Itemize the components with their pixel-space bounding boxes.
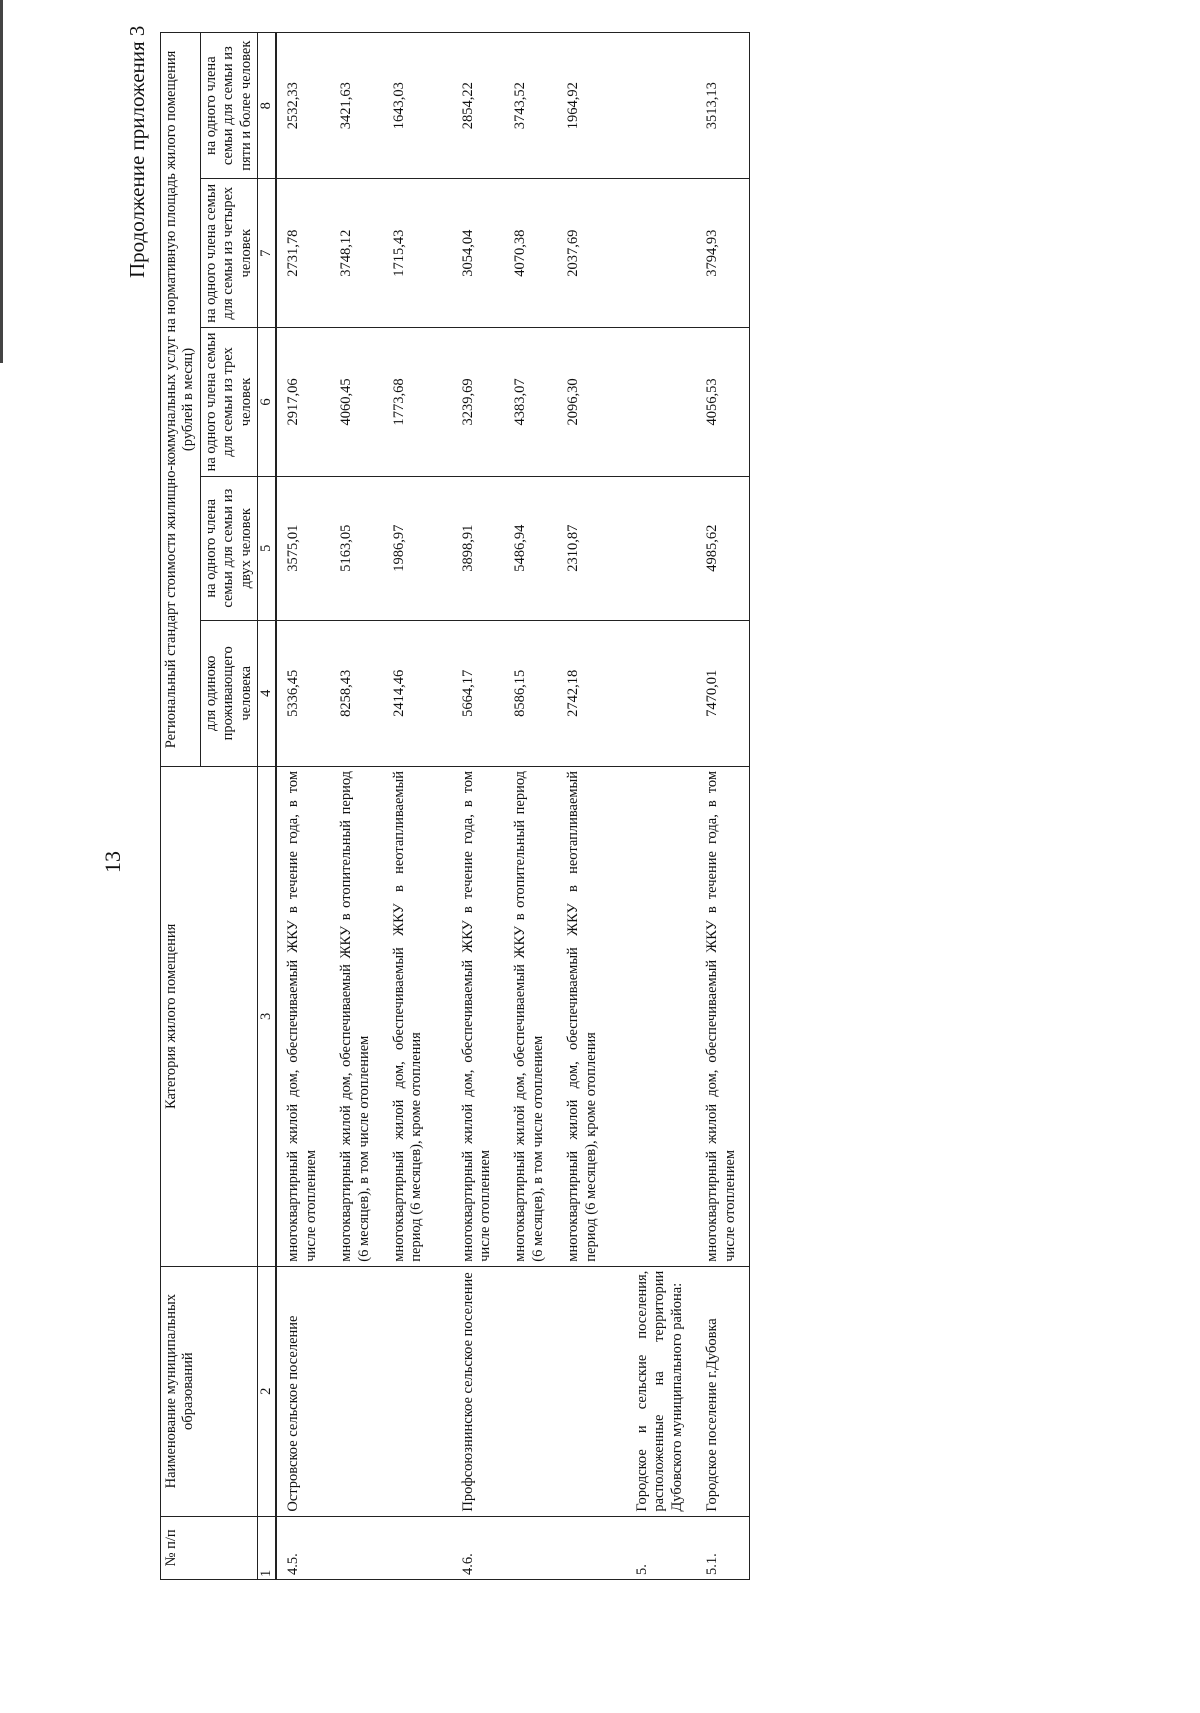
header-sub-4: на одного члена семьи для семьи из четырех человек [200, 179, 257, 328]
row-value: 2310,87 [557, 476, 626, 620]
col-number-2: 2 [257, 1266, 276, 1516]
scan-edge-line [0, 0, 3, 363]
header-col-category: Категория жилого помещения [161, 766, 258, 1266]
row-value: 5664,17 [452, 620, 505, 766]
row-number: 5.1. [696, 1516, 749, 1579]
col-number-6: 6 [257, 328, 276, 477]
row-value: 7470,01 [696, 620, 749, 766]
row-category: многоквартирный жилой дом, обеспечиваемый ЖКУ в неотапливаемый период (6 месяцев), кроме отопления [383, 766, 452, 1266]
row-category: многоквартирный жилой дом, обеспечиваемый ЖКУ в течение года, в том числе отоплением [696, 766, 749, 1266]
row-value: 4985,62 [696, 476, 749, 620]
header-col-name: Наименование муниципальных образований [161, 1266, 258, 1516]
row-value: 8586,15 [504, 620, 557, 766]
row-value: 3743,52 [504, 33, 557, 179]
row-value: 3898,91 [452, 476, 505, 620]
row-category: многоквартирный жилой дом, обеспечиваемый ЖКУ в неотапливаемый период (6 месяцев), кроме отопления [557, 766, 626, 1266]
header-group-standard: Региональный стандарт стоимости жилищно-коммунальных услуг на нормативную площадь жилого помещения (рублей в месяц) [161, 33, 201, 767]
col-number-7: 7 [257, 179, 276, 328]
row-municipality: Городское и сельские поселения, расположенные на территории Дубовского муниципального района: [626, 1266, 696, 1516]
table-row [504, 33, 557, 1580]
table-row [276, 33, 330, 1580]
row-value: 5336,45 [276, 620, 330, 766]
table-row [330, 33, 383, 1580]
row-category: многоквартирный жилой дом, обеспечиваемый ЖКУ в отопительный период (6 месяцев), в том числе отоплением [504, 766, 557, 1266]
header-sub-5: на одного члена семьи для семьи из пяти и более человек [200, 33, 257, 179]
row-number [557, 1516, 626, 1579]
header-sub-3: на одного члена семьи для семьи из трех человек [200, 328, 257, 477]
row-category: многоквартирный жилой дом, обеспечиваемый ЖКУ в течение года, в том числе отоплением [276, 766, 330, 1266]
row-municipality: Городское поселение г.Дубовка [696, 1266, 749, 1516]
row-number [330, 1516, 383, 1579]
page-number: 13 [100, 851, 125, 873]
row-value: 1773,68 [383, 328, 452, 477]
row-value: 3513,13 [696, 33, 749, 179]
row-value: 2917,06 [276, 328, 330, 477]
col-number-8: 8 [257, 33, 276, 179]
row-value: 1964,92 [557, 33, 626, 179]
table-row [557, 33, 626, 1580]
row-municipality: Профсоюзнинское сельское поселение [452, 1266, 505, 1516]
row-value: 3575,01 [276, 476, 330, 620]
table-row [452, 33, 505, 1580]
row-value [626, 620, 696, 766]
row-category: многоквартирный жилой дом, обеспечиваемый ЖКУ в отопительный период (6 месяцев), в том числе отоплением [330, 766, 383, 1266]
row-number: 5. [626, 1516, 696, 1579]
row-number: 4.5. [276, 1516, 330, 1579]
row-value: 4070,38 [504, 179, 557, 328]
row-municipality: Островское сельское поселение [276, 1266, 330, 1516]
row-value: 2414,46 [383, 620, 452, 766]
row-municipality [557, 1266, 626, 1516]
header-sub-1: для одиноко проживающего человека [200, 620, 257, 766]
row-value: 4056,53 [696, 328, 749, 477]
row-municipality [330, 1266, 383, 1516]
row-value: 1715,43 [383, 179, 452, 328]
header-sub-2: на одного члена семьи для семьи из двух человек [200, 476, 257, 620]
row-number: 4.6. [452, 1516, 505, 1579]
col-number-4: 4 [257, 620, 276, 766]
row-number [504, 1516, 557, 1579]
row-value: 2854,22 [452, 33, 505, 179]
header-col-num: № п/п [161, 1516, 258, 1579]
row-value [626, 179, 696, 328]
row-municipality [504, 1266, 557, 1516]
row-value: 2742,18 [557, 620, 626, 766]
row-value: 5163,05 [330, 476, 383, 620]
col-number-1: 1 [257, 1516, 276, 1579]
tariff-table [160, 32, 750, 1580]
table-row [626, 33, 696, 1580]
row-number [383, 1516, 452, 1579]
row-value [626, 328, 696, 477]
table-row [383, 33, 452, 1580]
row-value: 2096,30 [557, 328, 626, 477]
col-number-3: 3 [257, 766, 276, 1266]
continuation-label: Продолжение приложения 3 [125, 25, 149, 278]
col-number-5: 5 [257, 476, 276, 620]
row-value: 4383,07 [504, 328, 557, 477]
row-value: 3748,12 [330, 179, 383, 328]
row-category [626, 766, 696, 1266]
row-value: 2037,69 [557, 179, 626, 328]
row-category: многоквартирный жилой дом, обеспечиваемый ЖКУ в течение года, в том числе отоплением [452, 766, 505, 1266]
row-value: 5486,94 [504, 476, 557, 620]
row-value: 1643,03 [383, 33, 452, 179]
row-value: 3239,69 [452, 328, 505, 477]
row-value: 1986,97 [383, 476, 452, 620]
row-value: 8258,43 [330, 620, 383, 766]
row-value: 2731,78 [276, 179, 330, 328]
table-row [696, 33, 749, 1580]
row-value: 3421,63 [330, 33, 383, 179]
row-value: 2532,33 [276, 33, 330, 179]
row-value [626, 476, 696, 620]
row-value: 3794,93 [696, 179, 749, 328]
row-value [626, 33, 696, 179]
row-value: 3054,04 [452, 179, 505, 328]
row-municipality [383, 1266, 452, 1516]
row-value: 4060,45 [330, 328, 383, 477]
